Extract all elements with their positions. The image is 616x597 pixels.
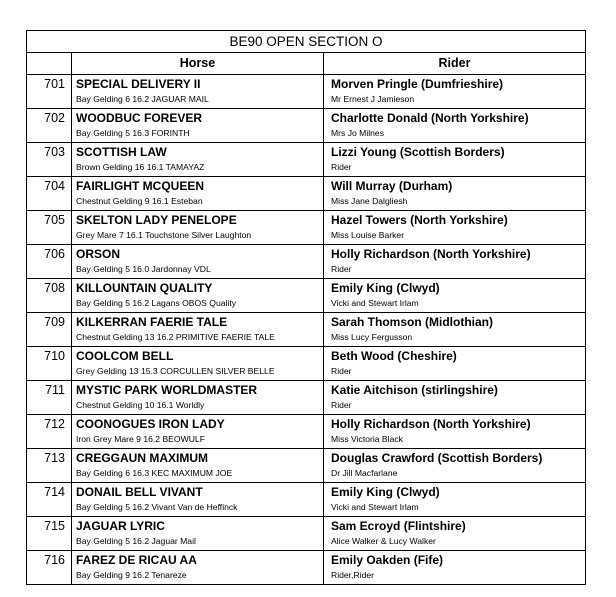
horse-cell (72, 75, 324, 109)
horse-name: WOODBUC FOREVER (76, 111, 202, 125)
horse-cell (72, 211, 324, 245)
table-row (27, 517, 586, 551)
entry-number: 716 (27, 551, 72, 585)
rider-name: Douglas Crawford (Scottish Borders) (331, 451, 543, 465)
table-row (27, 551, 586, 585)
rider-cell (324, 381, 586, 415)
rider-cell (324, 245, 586, 279)
rider-name: Morven Pringle (Dumfrieshire) (331, 77, 504, 91)
owner-name: Miss Victoria Black (331, 434, 403, 444)
rider-name: Sam Ecroyd (Flintshire) (331, 519, 466, 533)
horse-cell (72, 109, 324, 143)
horse-cell (72, 245, 324, 279)
title-row (27, 31, 586, 53)
horse-cell (72, 551, 324, 585)
owner-name: Vicki and Stewart Irlam (331, 298, 419, 308)
horse-name: COOLCOM BELL (76, 349, 174, 363)
horse-name: COONOGUES IRON LADY (76, 417, 225, 431)
table-row (27, 279, 586, 313)
rider-name: Lizzi Young (Scottish Borders) (331, 145, 505, 159)
section-title: BE90 OPEN SECTION O (27, 31, 586, 53)
owner-name: Rider (331, 400, 352, 410)
rider-name: Sarah Thomson (Midlothian) (331, 315, 493, 329)
rider-cell (324, 109, 586, 143)
entry-number: 708 (27, 279, 72, 313)
entry-number: 711 (27, 381, 72, 415)
horse-name: DONAIL BELL VIVANT (76, 485, 203, 499)
entries-body (27, 75, 586, 585)
horse-details: Chestnut Gelding 9 16.1 Esteban (76, 196, 203, 206)
owner-name: Mrs Jo Milnes (331, 128, 385, 138)
entry-number: 703 (27, 143, 72, 177)
entry-number: 713 (27, 449, 72, 483)
horse-details: Chestnut Gelding 10 16.1 Worldly (76, 400, 205, 410)
rider-name: Holly Richardson (North Yorkshire) (331, 247, 531, 261)
owner-name: Rider (331, 264, 352, 274)
entry-number: 701 (27, 75, 72, 109)
entry-number: 709 (27, 313, 72, 347)
horse-details: Bay Gelding 5 16.2 Vivant Van de Heffinck (76, 502, 238, 512)
horse-details: Bay Gelding 5 16.3 FORINTH (76, 128, 190, 138)
horse-details: Grey Mare 7 16.1 Touchstone Silver Laughton (76, 230, 252, 240)
horse-name: SKELTON LADY PENELOPE (76, 213, 237, 227)
rider-name: Beth Wood (Cheshire) (331, 349, 457, 363)
owner-name: Rider (331, 162, 352, 172)
table-row (27, 143, 586, 177)
table-row (27, 483, 586, 517)
owner-name: Miss Lucy Fergusson (331, 332, 413, 342)
horse-details: Bay Gelding 6 16.3 KEC MAXIMUM JOE (76, 468, 233, 478)
owner-name: Mr Ernest J Jamieson (331, 94, 415, 104)
owner-name: Rider,Rider (331, 570, 374, 580)
entry-number: 710 (27, 347, 72, 381)
horse-cell (72, 483, 324, 517)
owner-name: Dr Jill Macfarlane (331, 468, 398, 478)
number-header (27, 53, 72, 75)
horse-cell (72, 313, 324, 347)
rider-cell (324, 415, 586, 449)
horse-cell (72, 347, 324, 381)
horse-details: Bay Gelding 5 16.2 Lagans OBOS Quality (76, 298, 237, 308)
rider-cell (324, 211, 586, 245)
rider-cell (324, 483, 586, 517)
entry-number: 704 (27, 177, 72, 211)
owner-name: Miss Jane Dalgliesh (331, 196, 408, 206)
rider-name: Will Murray (Durham) (331, 179, 453, 193)
rider-cell (324, 313, 586, 347)
table-row (27, 177, 586, 211)
horse-cell (72, 381, 324, 415)
entries-table (26, 30, 586, 585)
table-row (27, 75, 586, 109)
horse-name: KILLOUNTAIN QUALITY (76, 281, 213, 295)
table-row (27, 415, 586, 449)
horse-cell (72, 143, 324, 177)
rider-header: Rider (324, 53, 586, 75)
rider-cell (324, 143, 586, 177)
horse-details: Bay Gelding 9 16.2 Tenareze (76, 570, 187, 580)
rider-name: Hazel Towers (North Yorkshire) (331, 213, 508, 227)
table-row (27, 449, 586, 483)
table-row (27, 381, 586, 415)
owner-name: Vicki and Stewart Irlam (331, 502, 419, 512)
horse-name: CREGGAUN MAXIMUM (76, 451, 208, 465)
entry-number: 715 (27, 517, 72, 551)
table-row (27, 347, 586, 381)
horse-name: KILKERRAN FAERIE TALE (76, 315, 228, 329)
horse-details: Bay Gelding 5 16.2 Jaguar Mail (76, 536, 196, 546)
horse-cell (72, 517, 324, 551)
rider-cell (324, 551, 586, 585)
table-row (27, 211, 586, 245)
owner-name: Rider (331, 366, 352, 376)
rider-cell (324, 347, 586, 381)
horse-details: Grey Gelding 13 15.3 CORCULLEN SILVER BELLE (76, 366, 275, 376)
horse-details: Iron Grey Mare 9 16.2 BEOWULF (76, 434, 205, 444)
rider-name: Katie Aitchison (stirlingshire) (331, 383, 498, 397)
table-row (27, 313, 586, 347)
horse-details: Brown Gelding 16 16.1 TAMAYAZ (76, 162, 205, 172)
horse-name: FAIRLIGHT MCQUEEN (76, 179, 204, 193)
table-row (27, 109, 586, 143)
rider-name: Charlotte Donald (North Yorkshire) (331, 111, 529, 125)
horse-name: ORSON (76, 247, 121, 261)
horse-details: Bay Gelding 5 16.0 Jardonnay VDL (76, 264, 211, 274)
entry-number: 714 (27, 483, 72, 517)
horse-cell (72, 449, 324, 483)
horse-name: MYSTIC PARK WORLDMASTER (76, 383, 258, 397)
entry-number: 702 (27, 109, 72, 143)
horse-details: Chestnut Gelding 13 16.2 PRIMITIVE FAERIE TALE (76, 332, 275, 342)
horse-name: SCOTTISH LAW (76, 145, 167, 159)
rider-name: Holly Richardson (North Yorkshire) (331, 417, 531, 431)
rider-cell (324, 517, 586, 551)
horse-header: Horse (72, 53, 324, 75)
horse-name: SPECIAL DELIVERY II (76, 77, 201, 91)
rider-cell (324, 75, 586, 109)
owner-name: Alice Walker & Lucy Walker (331, 536, 436, 546)
horse-name: FAREZ DE RICAU AA (76, 553, 197, 567)
horse-cell (72, 415, 324, 449)
horse-name: JAGUAR LYRIC (76, 519, 165, 533)
rider-name: Emily Oakden (Fife) (331, 553, 444, 567)
rider-name: Emily King (Clwyd) (331, 281, 440, 295)
entry-number: 712 (27, 415, 72, 449)
horse-details: Bay Gelding 6 16.2 JAGUAR MAIL (76, 94, 209, 104)
rider-cell (324, 279, 586, 313)
header-row (27, 53, 586, 75)
rider-name: Emily King (Clwyd) (331, 485, 440, 499)
rider-cell (324, 449, 586, 483)
rider-cell (324, 177, 586, 211)
owner-name: Miss Louise Barker (331, 230, 405, 240)
horse-cell (72, 279, 324, 313)
entry-number: 706 (27, 245, 72, 279)
entry-number: 705 (27, 211, 72, 245)
table-row (27, 245, 586, 279)
horse-cell (72, 177, 324, 211)
